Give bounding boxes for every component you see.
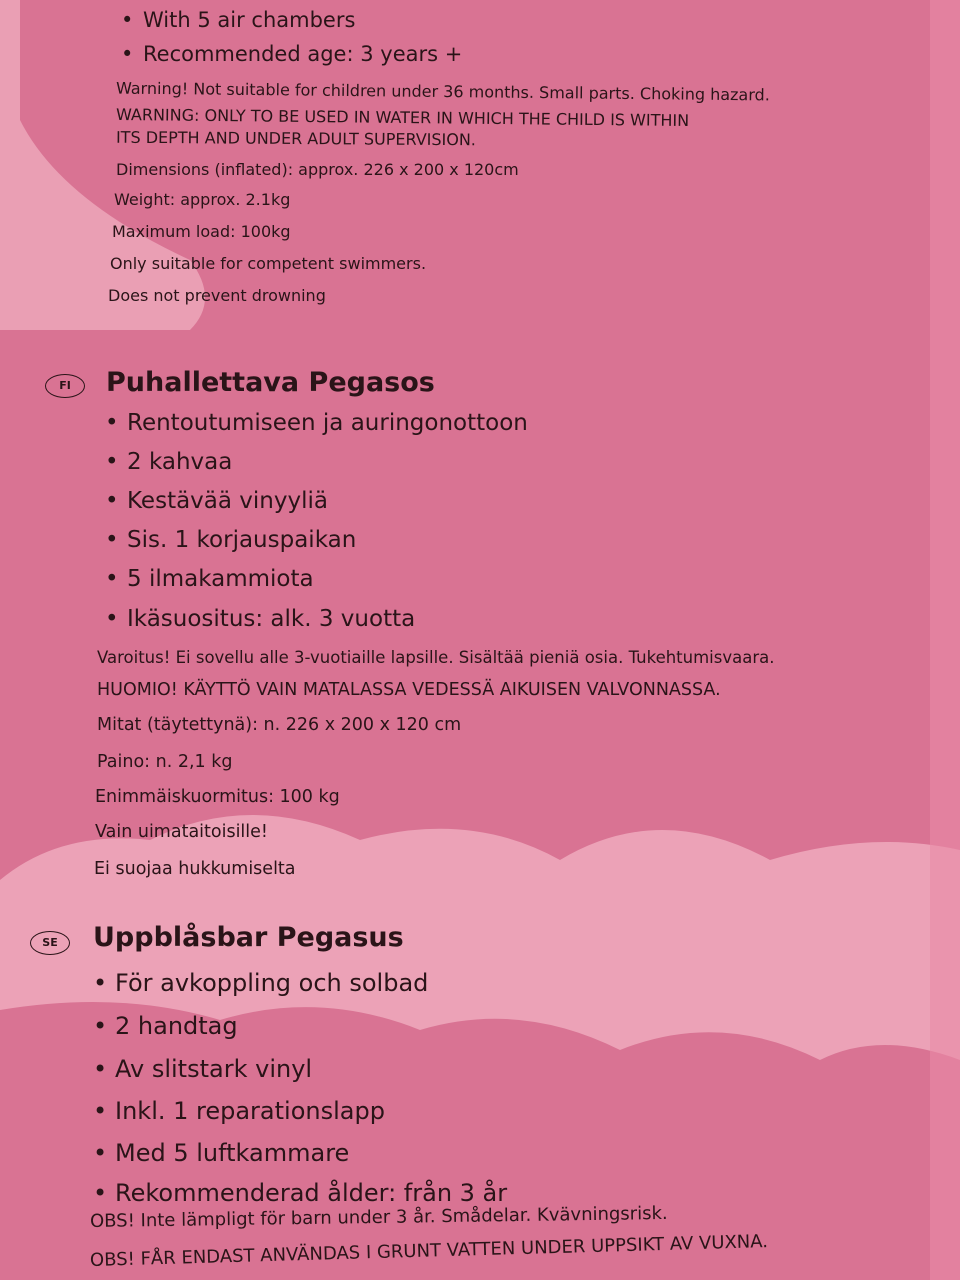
- en-bullet: • Recommended age: 3 years +: [143, 42, 462, 66]
- se-note: OBS! Inte lämpligt för barn under 3 år. Smådelar. Kvävningsrisk.: [89, 1202, 668, 1232]
- fi-bullet: • 5 ilmakammiota: [127, 566, 314, 592]
- fi-note: Varoitus! Ei sovellu alle 3-vuotiaille lapsille. Sisältää pieniä osia. Tukehtumisvaara.: [97, 648, 775, 667]
- se-bullet: • 2 handtag: [115, 1012, 238, 1040]
- en-note: Warning! Not suitable for children under 36 months. Small parts. Choking hazard.: [115, 78, 770, 105]
- fi-bullet: • Sis. 1 korjauspaikan: [127, 527, 356, 553]
- se-bullet: • Inkl. 1 reparationslapp: [115, 1097, 385, 1125]
- fi-title: Puhallettava Pegasos: [106, 367, 435, 398]
- fi-note: Vain uimataitoisille!: [95, 822, 268, 842]
- fi-note: Paino: n. 2,1 kg: [97, 752, 233, 772]
- fi-language-badge: FI: [45, 374, 85, 398]
- se-bullet: • Med 5 luftkammare: [115, 1139, 349, 1167]
- en-note: Dimensions (inflated): approx. 226 x 200 x 120cm: [116, 160, 519, 179]
- fi-note: Enimmäiskuormitus: 100 kg: [95, 787, 340, 807]
- en-bullet: • With 5 air chambers: [143, 8, 355, 32]
- se-bullet: • För avkoppling och solbad: [115, 969, 428, 997]
- en-note: Only suitable for competent swimmers.: [110, 254, 427, 273]
- se-bullet: • Rekommenderad ålder: från 3 år: [115, 1179, 507, 1207]
- fi-bullet: • Rentoutumiseen ja auringonottoon: [127, 410, 528, 436]
- se-language-badge: SE: [30, 931, 70, 955]
- fi-bullet: • Kestävää vinyyliä: [127, 488, 328, 514]
- se-title: Uppblåsbar Pegasus: [93, 922, 404, 953]
- fi-bullet: • Ikäsuositus: alk. 3 vuotta: [127, 606, 415, 632]
- fi-note: HUOMIO! KÄYTTÖ VAIN MATALASSA VEDESSÄ AIKUISEN VALVONNASSA.: [97, 680, 721, 700]
- fi-note: Mitat (täytettynä): n. 226 x 200 x 120 cm: [97, 715, 462, 735]
- fi-note: Ei suojaa hukkumiselta: [94, 859, 296, 879]
- se-bullet: • Av slitstark vinyl: [115, 1055, 312, 1083]
- fi-bullet: • 2 kahvaa: [127, 449, 232, 475]
- en-note: Does not prevent drowning: [108, 286, 326, 305]
- en-note: ITS DEPTH AND UNDER ADULT SUPERVISION.: [115, 127, 476, 150]
- en-note: WARNING: ONLY TO BE USED IN WATER IN WHICH THE CHILD IS WITHIN: [115, 104, 690, 131]
- en-note: Weight: approx. 2.1kg: [114, 190, 291, 209]
- se-note: OBS! FÅR ENDAST ANVÄNDAS I GRUNT VATTEN UNDER UPPSIKT AV VUXNA.: [89, 1231, 769, 1271]
- en-note: Maximum load: 100kg: [112, 222, 291, 241]
